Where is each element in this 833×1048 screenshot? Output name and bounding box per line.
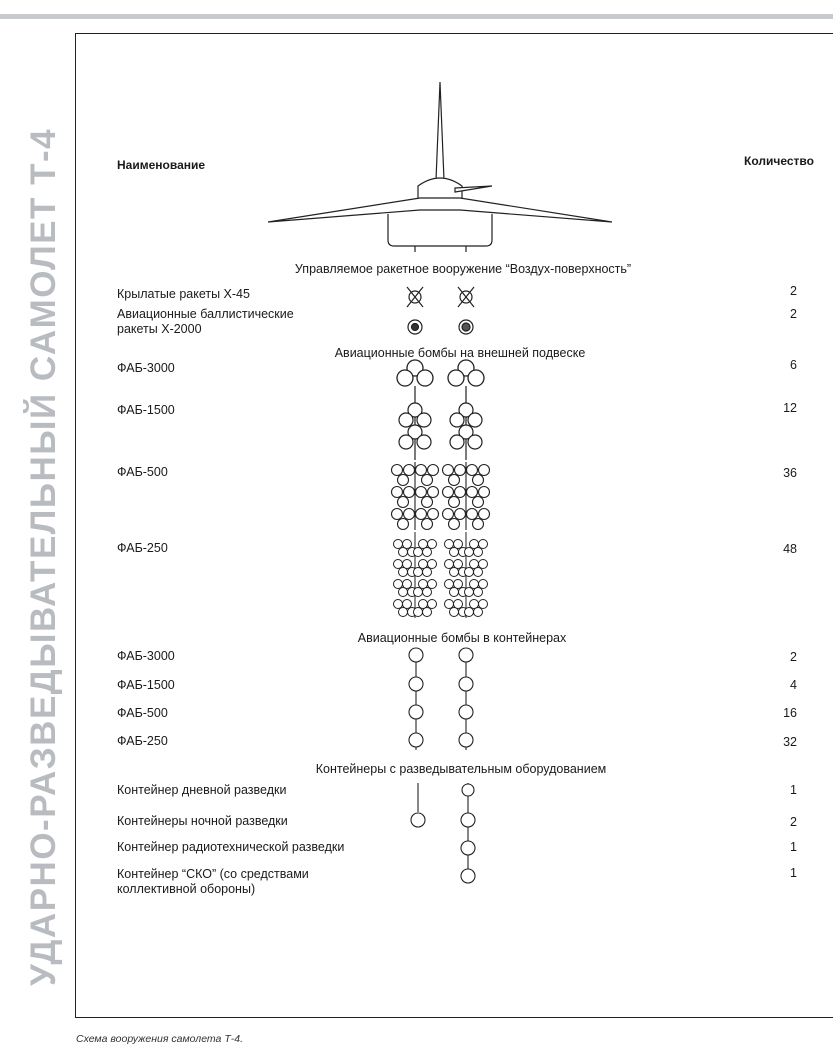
row-name: ФАБ-1500 xyxy=(117,678,175,692)
bomb-mark xyxy=(449,475,460,486)
bomb-mark xyxy=(473,519,484,530)
row-name: Крылатые ракеты Х-45 xyxy=(117,287,250,301)
qty-column-header: Количество xyxy=(744,154,814,168)
bomb-mark xyxy=(479,509,490,520)
section-title: Авиационные бомбы в контейнерах xyxy=(357,631,567,645)
missile-x2000-icon xyxy=(408,320,473,334)
bomb-mark xyxy=(449,497,460,508)
row-qty: 36 xyxy=(783,466,797,480)
fab-500-external-icon xyxy=(392,462,490,530)
bomb-mark xyxy=(399,608,408,617)
bomb-mark xyxy=(467,487,478,498)
bomb-mark xyxy=(392,509,403,520)
bomb-mark xyxy=(399,568,408,577)
bomb-mark xyxy=(414,588,423,597)
aircraft-front-view-icon xyxy=(268,82,612,252)
bomb-mark xyxy=(416,465,427,476)
bomb-mark xyxy=(465,568,474,577)
row-qty: 32 xyxy=(783,735,797,749)
bomb-mark xyxy=(428,600,437,609)
bomb-mark xyxy=(474,548,483,557)
row-name: ФАБ-500 xyxy=(117,706,168,720)
bomb-mark xyxy=(445,600,454,609)
bomb-mark xyxy=(423,548,432,557)
bomb-mark xyxy=(479,540,488,549)
bomb-mark xyxy=(445,560,454,569)
bomb-mark xyxy=(394,600,403,609)
row-name: ФАБ-3000 xyxy=(117,649,175,663)
bomb-mark xyxy=(479,465,490,476)
row-name: ФАБ-250 xyxy=(117,734,168,748)
bomb-mark xyxy=(428,509,439,520)
row-name: Контейнеры ночной разведки xyxy=(117,814,288,828)
bomb-mark xyxy=(398,497,409,508)
bomb-mark xyxy=(399,588,408,597)
bomb-mark xyxy=(414,608,423,617)
bomb-mark xyxy=(404,509,415,520)
row-name: ФАБ-500 xyxy=(117,465,168,479)
bomb-mark xyxy=(450,568,459,577)
bomb-mark xyxy=(394,540,403,549)
row-name: ФАБ-250 xyxy=(117,541,168,555)
bomb-mark xyxy=(423,588,432,597)
bomb-mark xyxy=(392,487,403,498)
bomb-mark xyxy=(473,475,484,486)
row-name: ФАБ-1500 xyxy=(117,403,175,417)
bomb-mark xyxy=(398,519,409,530)
figure-caption: Схема вооружения самолета Т-4. xyxy=(76,1033,243,1045)
bomb-mark xyxy=(474,588,483,597)
bomb-mark xyxy=(414,548,423,557)
row-qty: 2 xyxy=(790,815,797,829)
bomb-mark xyxy=(465,608,474,617)
bomb-mark xyxy=(455,487,466,498)
bomb-mark xyxy=(422,475,433,486)
bomb-mark xyxy=(414,568,423,577)
name-column-header: Наименование xyxy=(117,158,206,172)
section-title: Контейнеры с разведывательным оборудованием xyxy=(315,762,607,776)
bomb-mark xyxy=(443,509,454,520)
row-qty: 12 xyxy=(783,401,797,415)
bomb-mark xyxy=(455,465,466,476)
bomb-mark xyxy=(473,497,484,508)
row-qty: 16 xyxy=(783,706,797,720)
row-qty: 1 xyxy=(790,783,797,797)
bomb-mark xyxy=(445,580,454,589)
row-qty: 2 xyxy=(790,650,797,664)
bomb-mark xyxy=(467,465,478,476)
row-qty: 1 xyxy=(790,840,797,854)
bomb-mark xyxy=(450,548,459,557)
bomb-mark xyxy=(416,509,427,520)
bomb-mark xyxy=(428,487,439,498)
fab-3000-external-icon xyxy=(397,360,484,386)
bomb-mark xyxy=(392,465,403,476)
row-name: Контейнер радиотехнической разведки xyxy=(117,840,345,854)
row-qty: 2 xyxy=(790,284,797,298)
row-qty: 2 xyxy=(790,307,797,321)
bomb-mark xyxy=(399,548,408,557)
bomb-mark xyxy=(443,487,454,498)
container-bombs-icon xyxy=(409,648,473,750)
bomb-mark xyxy=(398,475,409,486)
bomb-mark xyxy=(479,580,488,589)
section-title: Авиационные бомбы на внешней подвеске xyxy=(334,346,586,360)
row-name-line2: коллективной обороны) xyxy=(117,882,256,896)
bomb-mark xyxy=(450,588,459,597)
row-qty: 6 xyxy=(790,358,797,372)
bomb-mark xyxy=(428,465,439,476)
bomb-mark xyxy=(479,600,488,609)
row-name: ФАБ-3000 xyxy=(117,361,175,375)
bomb-mark xyxy=(465,588,474,597)
row-qty: 1 xyxy=(790,866,797,880)
bomb-mark xyxy=(423,568,432,577)
missile-x45-icon xyxy=(407,287,474,307)
fab-250-external-icon xyxy=(394,532,488,618)
bomb-mark xyxy=(455,509,466,520)
bomb-mark xyxy=(404,487,415,498)
side-title: УДАРНО-РАЗВЕДЫВАТЕЛЬНЫЙ САМОЛЕТ Т-4 xyxy=(24,127,63,986)
bomb-mark xyxy=(474,608,483,617)
bomb-mark xyxy=(428,580,437,589)
bomb-mark xyxy=(445,540,454,549)
row-name-line2: ракеты Х-2000 xyxy=(117,322,202,336)
bomb-mark xyxy=(479,487,490,498)
bomb-mark xyxy=(394,560,403,569)
bomb-mark xyxy=(422,519,433,530)
bomb-mark xyxy=(443,465,454,476)
section-title: Управляемое ракетное вооружение “Воздух-поверхность” xyxy=(294,262,632,276)
bomb-mark xyxy=(474,568,483,577)
recon-containers-icon xyxy=(411,783,475,883)
bomb-mark xyxy=(467,509,478,520)
bomb-mark xyxy=(394,580,403,589)
bomb-mark xyxy=(465,548,474,557)
row-name: Контейнер “СКО” (со средствами xyxy=(117,867,309,881)
bomb-mark xyxy=(423,608,432,617)
row-qty: 4 xyxy=(790,678,797,692)
fab-1500-external-icon xyxy=(399,386,482,460)
bomb-mark xyxy=(422,497,433,508)
row-name: Авиационные баллистические xyxy=(117,307,294,321)
row-qty: 48 xyxy=(783,542,797,556)
bomb-mark xyxy=(449,519,460,530)
bomb-mark xyxy=(428,560,437,569)
bomb-mark xyxy=(479,560,488,569)
bomb-mark xyxy=(416,487,427,498)
bomb-mark xyxy=(404,465,415,476)
row-name: Контейнер дневной разведки xyxy=(117,783,287,797)
bomb-mark xyxy=(450,608,459,617)
bomb-mark xyxy=(428,540,437,549)
